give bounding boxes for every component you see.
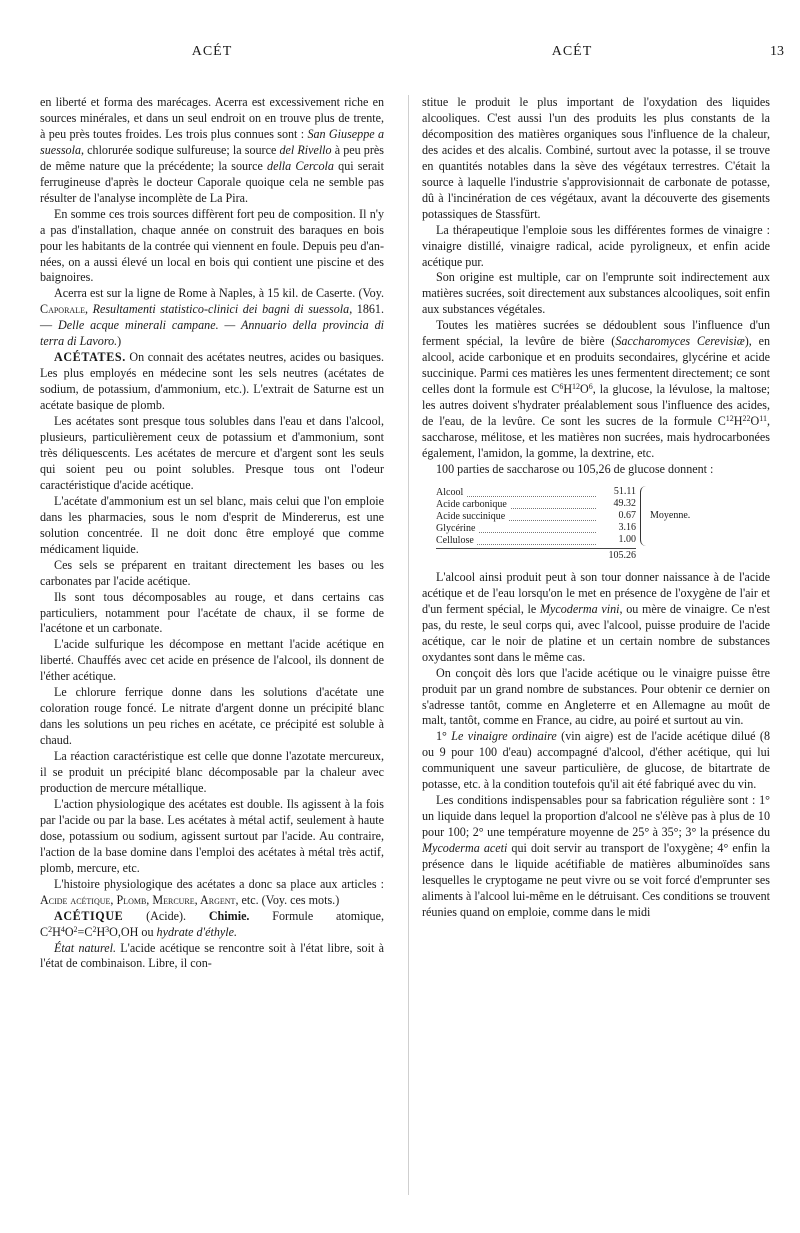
paragraph-reaction: La réaction caractéristique est celle que donne l'azotate mercureux, il se produit un précipité blanc décomposable par la chaleur avec production de mercure métallique.	[40, 749, 384, 795]
composition-row: Acide succinique 0.67	[436, 509, 636, 522]
composition-row: Alcool 51.11	[436, 485, 636, 498]
paragraph-vinaigre-ordinaire: 1° Le vinaigre ordinaire (vin aigre) est de l'acide acétique dilué (8 ou 9 pour 100 d'eau) accompagné d'alcool, d'éther acétique, qui lui communiquent une saveur particulière, de glucose, de bitartrate de potasse, etc. à la condition toutefois qu'il ait été fabriqué avec du vin.	[422, 729, 770, 792]
paragraph-vinegar-sources: On conçoit dès lors que l'acide acétique ou le vinaigre puisse être produit par un grand nombre de substances. Pour obtenir ce dernier on s'adresse tantôt, comme en Angleterre et en Allemagne au moût de malt, tantôt, comme en France, au cidre, au poiré et surtout au vin.	[422, 665, 770, 728]
paragraph-acerra-sources: en liberté et forma des marécages. Acerra est excessivement riche en sources minérales, et dans un seul endroit on en trouve plus de trente, à peu près toutes froides. Les trois plus connues sont : San Giuseppe a suessola, chlorurée sodique sulfureuse; la source del Rivello à peu près de même nature que la précédente; la source della Cercola qui serait ferrugineuse d'après le docteur Caporale quoique cela ne semble pas résulter de l'analyse incomplète de La Pira.	[40, 95, 384, 205]
brace	[640, 486, 649, 546]
paragraph-fermentation: Toutes les matières sucrées se dédoublent sous l'influence d'un ferment spécial, la levûre de bière (Saccharomyces Cerevisiæ), en alcool, acide carbonique et en produits secondaires, glycérine et acide succinique. Parmi ces matières les unes fermentent directement; ce sont celles dont la formule est $C^6H^{12}O^6$, la glucose, la lévulose, la maltose; les autres doivent s'hydrater préalablement sous l'influence des acides, de l'eau, de la levûre. Ce sont les sucres de la formule $C^{12}H^{22}O^{11}$, saccharose, mélitose, et les matières non sucrées, mais hydrocarbonées également, l'amidon, la gomme, la dextrine, etc.	[422, 318, 770, 460]
paragraph-therapeutics: La thérapeutique l'emploie sous les différentes formes de vinaigre : vinaigre distillé, vinaigre radical, acide pyroligneux, et enfin acide acétique pur.	[422, 222, 770, 269]
running-head-right: ACÉT	[551, 44, 593, 59]
paragraph-saccharose: 100 parties de saccharose ou 105,26 de glucose donnent :	[436, 461, 714, 476]
paragraph-decomposition: Ils sont tous décomposables au rouge, et dans certains cas particuliers, notamment pour l'acétate de chaux, il se forme de l'acétone et un carbonate.	[40, 589, 384, 636]
right-column	[422, 95, 770, 921]
paragraph-ferric: Le chlorure ferrique donne dans les solutions d'acétate une coloration rouge foncé. Le nitrate d'argent donne un précipité blanc dans les solutions un peu riches en acétate, ce précipité est soluble à chaud.	[40, 685, 384, 748]
headword-acetates: ACÉTATES.	[54, 350, 126, 365]
entry-acetique: ACÉTIQUE (Acide). Chimie. Formule atomique, $C^2H^4O^2=C^2H^3O,OH$ ou hydrate d'éthyle.	[40, 908, 384, 939]
column-divider	[408, 95, 409, 1195]
paragraph-history: L'histoire physiologique des acétates a donc sa place aux articles : Acide acétique, Plomb, Mercure, Argent, etc. (Voy. ces mots.)	[40, 876, 384, 907]
paragraph-solubility: Les acétates sont presque tous solubles dans l'eau et dans l'alcool, plusieurs, particulièrement ceux de potassium et d'ammonium, sont très déliquescents. Les acétates de mercure et d'argent sont les seuls qui soient peu ou point solubles. Presque tous ont l'odeur caractéristique d'acide acétique.	[40, 414, 384, 492]
paragraph-conditions: Les conditions indispensables pour sa fabrication régulière sont : 1° un liquide dans lequel la proportion d'alcool ne s'élève pas à plus de 10 pour 100; 2° une température moyenne de 25° à 35°; 3° la présence du Mycoderma aceti qui doit servir au transport de l'oxygène; 4° enfin la présence dans le liquide acétifiable de matières albuminoïdes sans lesquelles le cryptogame ne peut vivre ou se voit forcé d'emprunter ses aliments à l'alcool lui-même en le détruisant. Ces conditions se trouvent réunies quand on emploie, comme dans le midi	[422, 793, 770, 919]
paragraph-composition: En somme ces trois sources diffèrent fort peu de composition. Il n'y a pas d'installation, chaque année on construit des baraques en bois pour les habitants de la contrée qui viennent en foule. Depuis peu d'années, on a aussi élevé un local en bois qui contient une piscine et des baignoires.	[40, 206, 384, 285]
left-column	[40, 95, 384, 972]
composition-table	[436, 486, 770, 562]
running-head-left: ACÉT	[191, 44, 233, 59]
paragraph-oxidation: stitue le produit le plus important de l'oxydation des liquides alcooliques. C'est aussi l'un des produits les plus constants de la décomposition des matières organiques sous l'influence de la chaleur, des acides et des alcalis. Combiné, surtout avec la potasse, il se trouve en quantités notables dans la sève des végétaux terrestres. C'était la source à laquelle l'industrie s'approvisionnait de carbonate de potasse, dû à l'incinération de ces végétaux, avant la découverte des gisements potassiques de Stassfürt.	[422, 95, 770, 221]
page-number: 13	[770, 44, 784, 59]
composition-row: Acide carbonique 49.32	[436, 497, 636, 510]
paragraph-location: Acerra est sur la ligne de Rome à Naples, à 15 kil. de Caserte. (Voy. Caporale, Resultamenti statistico-clinici dei bagni di suessola, 1861. — Delle acque minerali campane. — Annuario della provincia di terra di Lavoro.)	[40, 286, 385, 349]
paragraph-etat-naturel: État naturel. L'acide acétique se rencontre soit à l'état libre, soit à l'état de combinaison. Libre, il con-	[40, 940, 385, 971]
paragraph-physiology: L'action physiologique des acétates est double. Ils agissent à la fois par l'acide ou par la base. Les acétates à métal actif, seulement à haute dose, potassium ou sodium, agissent surtout par l'acide. Au contraire, l'action de la base domine dans l'emploi des acétates à métal très actif, plomb, mercure, etc.	[40, 796, 384, 875]
headword-acetique: ACÉTIQUE	[54, 908, 124, 923]
paragraph-ammonium: L'acétate d'ammonium est un sel blanc, mais celui que l'on emploie dans les pharmacies, sous le nom d'esprit de Mindererus, est une solution concentrée. Il ne doit donc être employé que comme médicament liquide.	[40, 493, 384, 556]
paragraph-mycoderma: L'alcool ainsi produit peut à son tour donner naissance à de l'acide acétique et de l'eau lorsqu'on le met en présence de l'oxygène de l'air et d'un ferment spécial, le Mycoderma vini, ou mère de vinaigre. Ce n'est pas, du reste, le seul corps qui, avec l'alcool, puisse produire de l'acide acétique, car le noir de platine et un certain nombre de substances oxydantes sont dans le même cas.	[422, 569, 770, 664]
composition-note: Moyenne.	[650, 509, 691, 521]
paragraph-preparation: Ces sels se préparent en traitant directement les bases ou les carbonates par l'acide acétique.	[40, 557, 384, 588]
composition-row: Cellulose 1.00	[436, 533, 636, 546]
page-header	[40, 44, 784, 64]
entry-acetates: ACÉTATES. On connait des acétates neutres, acides ou basiques. Les plus employés en médecine sont les sels neutres (acétates de sodium, de potassium, d'ammonium, etc.). L'extrait de Saturne est un acétate basique de plomb.	[40, 350, 384, 413]
composition-row: Glycérine 3.16	[436, 521, 636, 534]
paragraph-origin: Son origine est multiple, car on l'emprunte soit indirectement aux matières sucrées, soit directement aux substances alcooliques, soit enfin aux substances végétales.	[422, 270, 770, 317]
paragraph-sulfuric: L'acide sulfurique les décompose en mettant l'acide acétique en liberté. Chauffés avec cet acide en présence de l'alcool, ils donnent de l'éther acétique.	[40, 637, 384, 684]
composition-total: 105.26	[436, 548, 636, 562]
